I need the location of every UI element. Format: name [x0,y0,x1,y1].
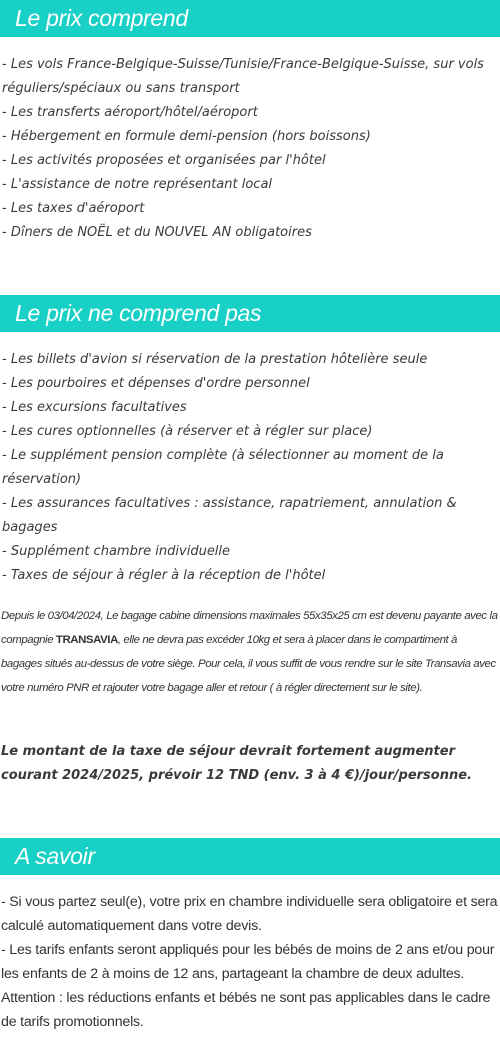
list-item: - Les taxes d'aéroport [2,201,145,216]
list-item: - Les vols France-Belgique-Suisse/Tunisie/France-Belgique-Suisse, sur vols réguliers/spéciaux ou sans transport [2,57,484,96]
section-header-excluded: Le prix ne comprend pas [0,295,500,332]
list-item: - Le supplément pension complète (à sélectionner au moment de la réservation) [2,448,444,487]
list-item: - Supplément chambre individuelle [2,544,231,559]
info-paragraph: - Les tarifs enfants seront appliqués pour les bébés de moins de 2 ans et/ou pour les enfants de 2 à moins de 12 ans, partageant la chambre de deux adultes. Attention : les réductions enfants et bébés ne sont pas applicables dans le cadre de tarifs promotionnels. [1,942,495,1030]
list-item: - Dîners de NOËL et du NOUVEL AN obligatoires [2,225,312,240]
list-item: - L'assistance de notre représentant local [2,177,273,192]
baggage-note-text: Depuis le 03/04/2024, Le bagage cabine dimensions maximales 55x35x25 cm est devenu payante avec la compagnie [1,610,498,646]
info-block [0,890,500,1034]
list-item: - Les excursions facultatives [2,400,187,415]
list-item: - Hébergement en formule demi-pension (hors boissons) [2,129,371,144]
list-item: - Les billets d'avion si réservation de la prestation hôtelière seule [2,352,428,367]
baggage-note-text-rest: , elle ne devra pas excéder 10kg et sera à placer dans le compartiment à bagages situés au-dessus de votre siège. Pour cela, il vous suffit de vous rendre sur le site Transavia avec votre numéro PNR et rajouter votre bagage aller et retour ( à régler directement sur le site). [1,634,496,694]
section-header-included: Le prix comprend [0,0,500,37]
tax-warning: Le montant de la taxe de séjour devrait fortement augmenter courant 2024/2025, prévoir 12 TND (env. 3 à 4 €)/jour/personne. [1,744,472,783]
list-item: - Les activités proposées et organisées par l'hôtel [2,153,326,168]
list-item: - Les cures optionnelles (à réserver et à régler sur place) [2,424,373,439]
info-paragraph: - Si vous partez seul(e), votre prix en chambre individuelle sera obligatoire et sera calculé automatiquement dans votre devis. [1,894,498,934]
list-item: - Taxes de séjour à régler à la réception de l'hôtel [2,568,326,583]
airline-name: TRANSAVIA [55,634,118,646]
baggage-note [0,604,498,700]
section-header-info: A savoir [0,838,500,875]
list-item: - Les transferts aéroport/hôtel/aéroport [2,105,258,120]
list-item: - Les pourboires et dépenses d'ordre personnel [2,376,310,391]
list-item: - Les assurances facultatives : assistance, rapatriement, annulation & bagages [2,496,457,535]
excluded-list [0,348,500,588]
included-list [0,53,500,245]
